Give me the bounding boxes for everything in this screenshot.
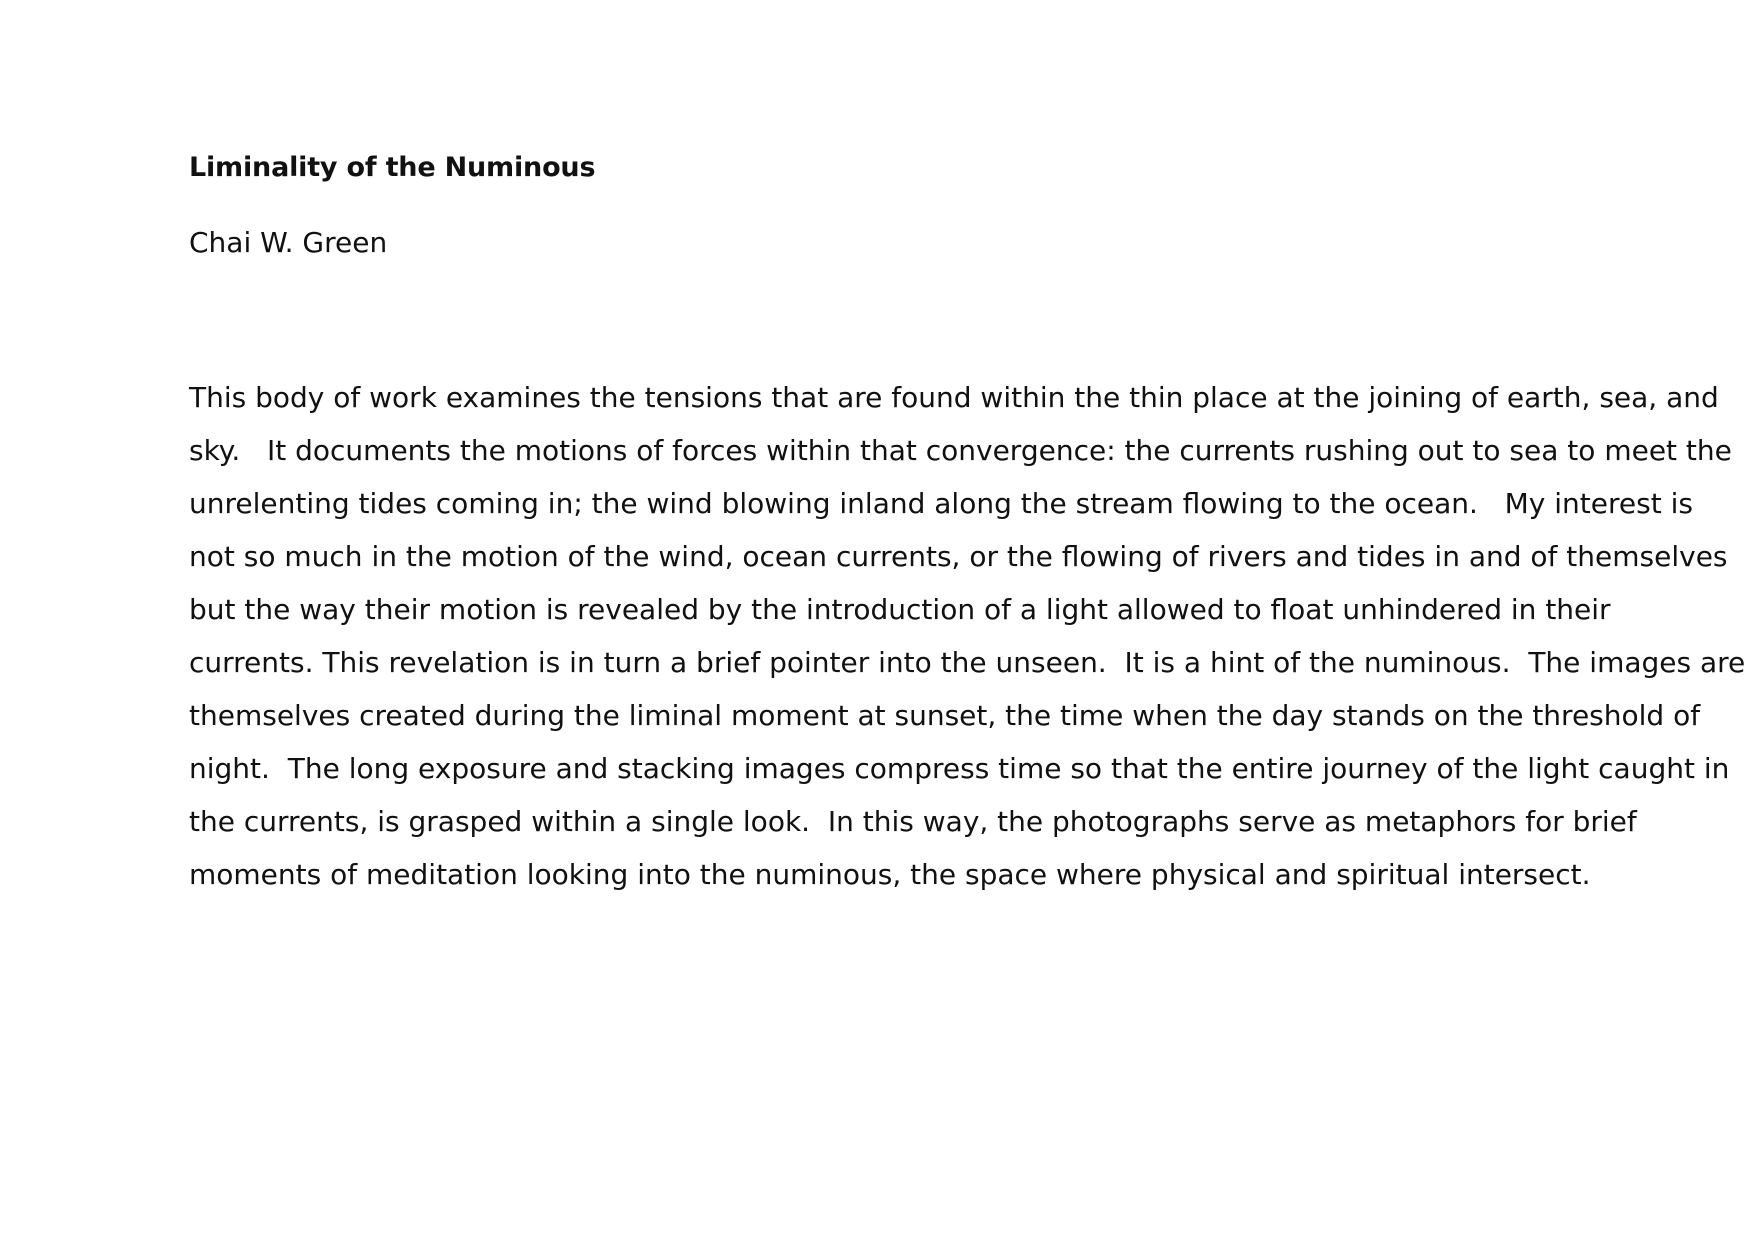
- statement-line: themselves created during the liminal moment at sunset, the time when the day stands on the threshold of: [189, 699, 1701, 732]
- statement-line: unrelenting tides coming in; the wind blowing inland along the stream flowing to the ocean. My interest is: [189, 487, 1693, 520]
- statement-line: This body of work examines the tensions that are found within the thin place at the joining of earth, sea, and: [189, 381, 1719, 414]
- statement-line: currents. This revelation is in turn a brief pointer into the unseen. It is a hint of the numinous. The images are: [189, 646, 1746, 679]
- statement-line: not so much in the motion of the wind, ocean currents, or the flowing of rivers and tides in and of themselves: [189, 540, 1728, 573]
- statement-line: but the way their motion is revealed by the introduction of a light allowed to float unhindered in their: [189, 593, 1611, 626]
- statement-line: night. The long exposure and stacking images compress time so that the entire journey of the light caught in: [189, 752, 1730, 785]
- author-name: Chai W. Green: [189, 226, 388, 259]
- statement-line: moments of meditation looking into the numinous, the space where physical and spiritual intersect.: [189, 858, 1591, 891]
- statement-line: the currents, is grasped within a single look. In this way, the photographs serve as metaphors for brief: [189, 805, 1637, 838]
- statement-line: sky. It documents the motions of forces within that convergence: the currents rushing out to sea to meet the: [189, 434, 1732, 467]
- artist-statement: [189, 371, 1746, 901]
- document-title: Liminality of the Numinous: [189, 152, 596, 183]
